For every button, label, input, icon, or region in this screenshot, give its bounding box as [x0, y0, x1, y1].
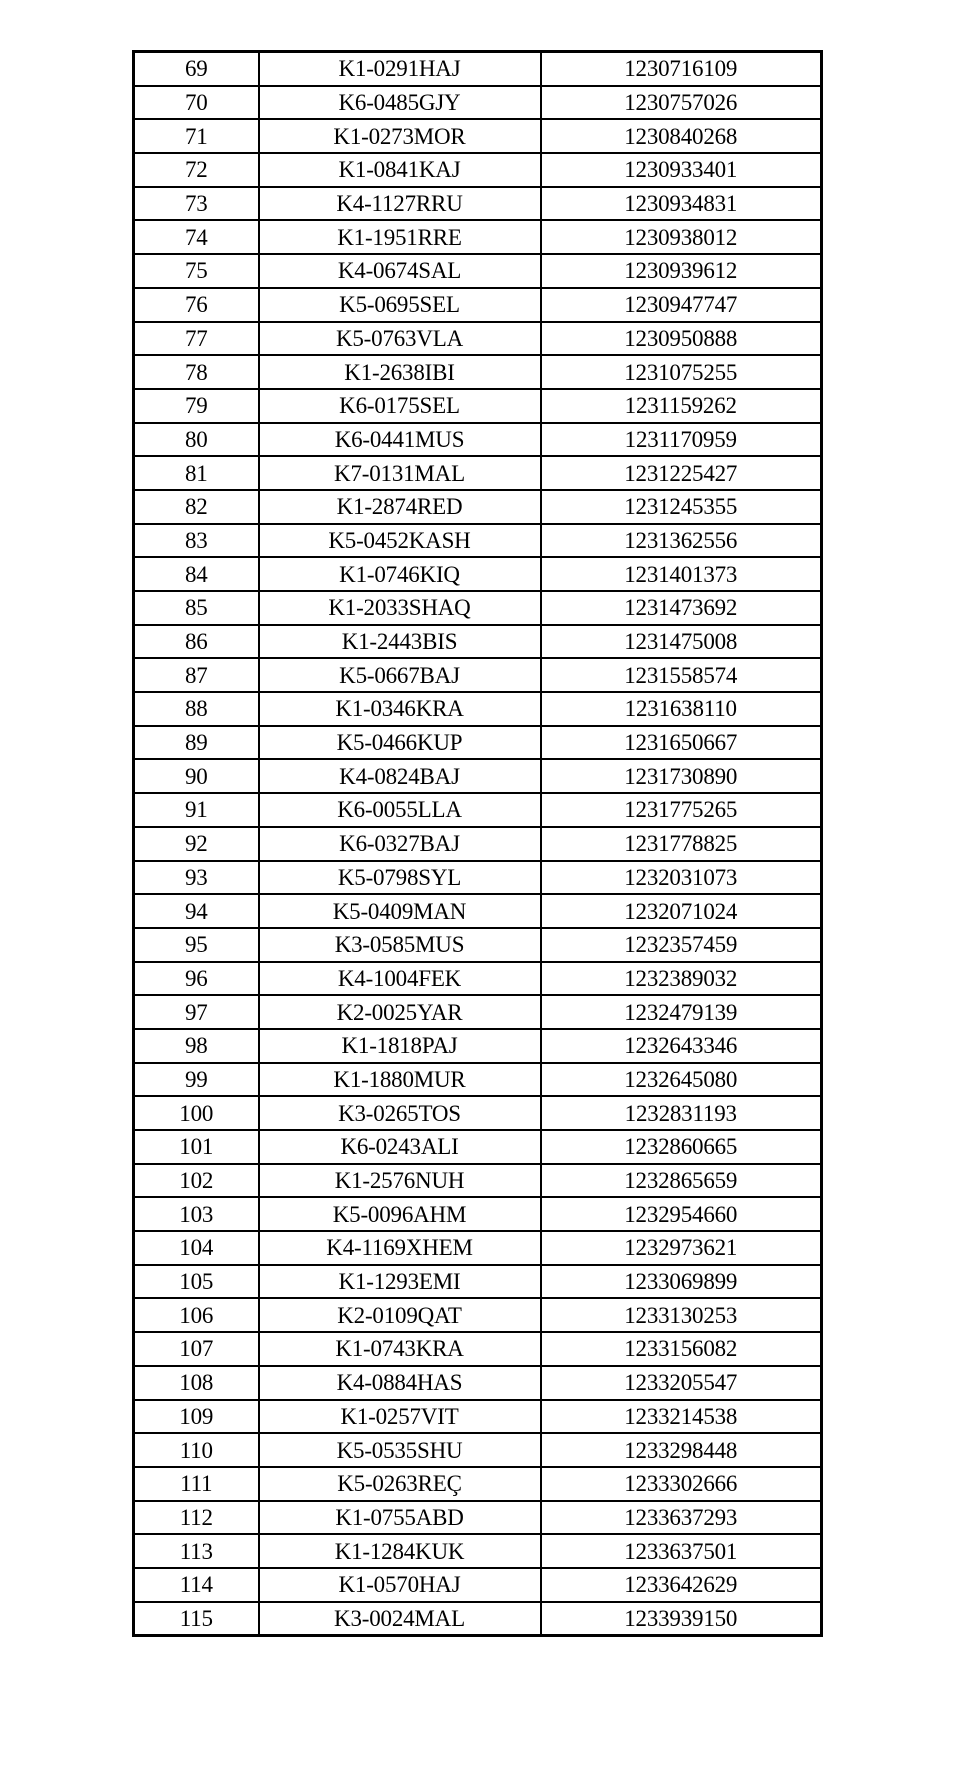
- table-row: [134, 759, 822, 793]
- id-number-cell: 1231159262: [541, 389, 822, 423]
- code-cell: K1-0257VIT: [259, 1400, 541, 1434]
- code-cell: K5-0263REÇ: [259, 1467, 541, 1501]
- id-number-cell: 1232645080: [541, 1063, 822, 1097]
- table-row: [134, 1332, 822, 1366]
- table-row: [134, 322, 822, 356]
- id-number-cell: 1231638110: [541, 692, 822, 726]
- id-number-cell: 1230757026: [541, 86, 822, 120]
- table-row: [134, 1534, 822, 1568]
- table-row: [134, 1096, 822, 1130]
- table-row: [134, 827, 822, 861]
- table-row: [134, 220, 822, 254]
- table-row: [134, 1197, 822, 1231]
- code-cell: K1-2638IBI: [259, 355, 541, 389]
- table-row: [134, 389, 822, 423]
- code-cell: K1-0755ABD: [259, 1501, 541, 1535]
- table-row: [134, 52, 822, 86]
- row-number-cell: 100: [134, 1096, 259, 1130]
- row-number-cell: 75: [134, 254, 259, 288]
- id-number-cell: 1233637501: [541, 1534, 822, 1568]
- code-cell: K1-1951RRE: [259, 220, 541, 254]
- code-cell: K5-0798SYL: [259, 861, 541, 895]
- id-number-cell: 1231245355: [541, 490, 822, 524]
- row-number-cell: 91: [134, 793, 259, 827]
- table-row: [134, 1130, 822, 1164]
- id-number-cell: 1233069899: [541, 1265, 822, 1299]
- id-number-cell: 1231362556: [541, 524, 822, 558]
- table-row: [134, 557, 822, 591]
- row-number-cell: 107: [134, 1332, 259, 1366]
- code-cell: K4-0884HAS: [259, 1366, 541, 1400]
- table-row: [134, 355, 822, 389]
- row-number-cell: 84: [134, 557, 259, 591]
- code-cell: K1-0291HAJ: [259, 52, 541, 86]
- table-row: [134, 1231, 822, 1265]
- table-row: [134, 1467, 822, 1501]
- row-number-cell: 104: [134, 1231, 259, 1265]
- row-number-cell: 87: [134, 658, 259, 692]
- row-number-cell: 96: [134, 962, 259, 996]
- table-row: [134, 153, 822, 187]
- code-cell: K7-0131MAL: [259, 456, 541, 490]
- code-cell: K6-0175SEL: [259, 389, 541, 423]
- id-number-cell: 1230950888: [541, 322, 822, 356]
- code-cell: K1-0841KAJ: [259, 153, 541, 187]
- row-number-cell: 80: [134, 423, 259, 457]
- id-number-cell: 1233214538: [541, 1400, 822, 1434]
- code-cell: K2-0025YAR: [259, 995, 541, 1029]
- table-row: [134, 1298, 822, 1332]
- id-number-cell: 1233298448: [541, 1433, 822, 1467]
- table-row: [134, 288, 822, 322]
- table-row: [134, 254, 822, 288]
- row-number-cell: 90: [134, 759, 259, 793]
- id-number-cell: 1231778825: [541, 827, 822, 861]
- id-number-cell: 1230840268: [541, 119, 822, 153]
- code-cell: K1-2443BIS: [259, 625, 541, 659]
- code-cell: K5-0695SEL: [259, 288, 541, 322]
- id-number-cell: 1230716109: [541, 52, 822, 86]
- table-body: [134, 52, 822, 1636]
- id-number-cell: 1232357459: [541, 928, 822, 962]
- table-row: [134, 861, 822, 895]
- data-table: [132, 50, 823, 1637]
- row-number-cell: 78: [134, 355, 259, 389]
- table-row: [134, 962, 822, 996]
- id-number-cell: 1230947747: [541, 288, 822, 322]
- row-number-cell: 74: [134, 220, 259, 254]
- table-row: [134, 524, 822, 558]
- table-row: [134, 1265, 822, 1299]
- row-number-cell: 86: [134, 625, 259, 659]
- row-number-cell: 85: [134, 591, 259, 625]
- row-number-cell: 69: [134, 52, 259, 86]
- id-number-cell: 1232865659: [541, 1164, 822, 1198]
- row-number-cell: 93: [134, 861, 259, 895]
- row-number-cell: 77: [134, 322, 259, 356]
- table-row: [134, 1501, 822, 1535]
- row-number-cell: 79: [134, 389, 259, 423]
- code-cell: K1-0743KRA: [259, 1332, 541, 1366]
- code-cell: K1-2576NUH: [259, 1164, 541, 1198]
- table-row: [134, 423, 822, 457]
- row-number-cell: 101: [134, 1130, 259, 1164]
- row-number-cell: 108: [134, 1366, 259, 1400]
- code-cell: K4-0824BAJ: [259, 759, 541, 793]
- row-number-cell: 112: [134, 1501, 259, 1535]
- id-number-cell: 1231558574: [541, 658, 822, 692]
- table-row: [134, 1400, 822, 1434]
- code-cell: K4-1004FEK: [259, 962, 541, 996]
- id-number-cell: 1233130253: [541, 1298, 822, 1332]
- code-cell: K3-0024MAL: [259, 1602, 541, 1636]
- table-row: [134, 1029, 822, 1063]
- id-number-cell: 1232831193: [541, 1096, 822, 1130]
- row-number-cell: 88: [134, 692, 259, 726]
- code-cell: K1-1284KUK: [259, 1534, 541, 1568]
- code-cell: K6-0243ALI: [259, 1130, 541, 1164]
- row-number-cell: 70: [134, 86, 259, 120]
- table-row: [134, 187, 822, 221]
- code-cell: K5-0535SHU: [259, 1433, 541, 1467]
- code-cell: K5-0452KASH: [259, 524, 541, 558]
- row-number-cell: 94: [134, 894, 259, 928]
- code-cell: K4-1169XHEM: [259, 1231, 541, 1265]
- id-number-cell: 1231775265: [541, 793, 822, 827]
- table-row: [134, 692, 822, 726]
- id-number-cell: 1231225427: [541, 456, 822, 490]
- id-number-cell: 1232479139: [541, 995, 822, 1029]
- id-number-cell: 1233205547: [541, 1366, 822, 1400]
- code-cell: K1-0746KIQ: [259, 557, 541, 591]
- id-number-cell: 1232643346: [541, 1029, 822, 1063]
- row-number-cell: 106: [134, 1298, 259, 1332]
- table-row: [134, 1063, 822, 1097]
- id-number-cell: 1232031073: [541, 861, 822, 895]
- id-number-cell: 1232389032: [541, 962, 822, 996]
- table-row: [134, 726, 822, 760]
- row-number-cell: 99: [134, 1063, 259, 1097]
- row-number-cell: 110: [134, 1433, 259, 1467]
- id-number-cell: 1231650667: [541, 726, 822, 760]
- code-cell: K4-0674SAL: [259, 254, 541, 288]
- id-number-cell: 1230934831: [541, 187, 822, 221]
- id-number-cell: 1230939612: [541, 254, 822, 288]
- row-number-cell: 97: [134, 995, 259, 1029]
- code-cell: K1-0346KRA: [259, 692, 541, 726]
- row-number-cell: 81: [134, 456, 259, 490]
- id-number-cell: 1233302666: [541, 1467, 822, 1501]
- table-row: [134, 1568, 822, 1602]
- row-number-cell: 98: [134, 1029, 259, 1063]
- row-number-cell: 113: [134, 1534, 259, 1568]
- id-number-cell: 1230933401: [541, 153, 822, 187]
- code-cell: K5-0667BAJ: [259, 658, 541, 692]
- row-number-cell: 115: [134, 1602, 259, 1636]
- table-row: [134, 928, 822, 962]
- code-cell: K1-2033SHAQ: [259, 591, 541, 625]
- table-row: [134, 490, 822, 524]
- row-number-cell: 111: [134, 1467, 259, 1501]
- id-number-cell: 1233637293: [541, 1501, 822, 1535]
- code-cell: K6-0485GJY: [259, 86, 541, 120]
- table-row: [134, 119, 822, 153]
- code-cell: K1-2874RED: [259, 490, 541, 524]
- row-number-cell: 103: [134, 1197, 259, 1231]
- table-row: [134, 658, 822, 692]
- code-cell: K6-0441MUS: [259, 423, 541, 457]
- row-number-cell: 95: [134, 928, 259, 962]
- row-number-cell: 109: [134, 1400, 259, 1434]
- id-number-cell: 1233642629: [541, 1568, 822, 1602]
- code-cell: K1-0570HAJ: [259, 1568, 541, 1602]
- row-number-cell: 73: [134, 187, 259, 221]
- table-row: [134, 1164, 822, 1198]
- id-number-cell: 1231730890: [541, 759, 822, 793]
- code-cell: K5-0096AHM: [259, 1197, 541, 1231]
- row-number-cell: 105: [134, 1265, 259, 1299]
- table-row: [134, 995, 822, 1029]
- code-cell: K1-0273MOR: [259, 119, 541, 153]
- row-number-cell: 114: [134, 1568, 259, 1602]
- code-cell: K4-1127RRU: [259, 187, 541, 221]
- code-cell: K5-0763VLA: [259, 322, 541, 356]
- table-row: [134, 591, 822, 625]
- id-number-cell: 1233939150: [541, 1602, 822, 1636]
- code-cell: K6-0055LLA: [259, 793, 541, 827]
- row-number-cell: 102: [134, 1164, 259, 1198]
- code-cell: K3-0265TOS: [259, 1096, 541, 1130]
- code-cell: K1-1293EMI: [259, 1265, 541, 1299]
- id-number-cell: 1231075255: [541, 355, 822, 389]
- row-number-cell: 76: [134, 288, 259, 322]
- code-cell: K6-0327BAJ: [259, 827, 541, 861]
- code-cell: K2-0109QAT: [259, 1298, 541, 1332]
- id-number-cell: 1231473692: [541, 591, 822, 625]
- table-row: [134, 1366, 822, 1400]
- table-row: [134, 625, 822, 659]
- id-number-cell: 1232954660: [541, 1197, 822, 1231]
- code-cell: K1-1880MUR: [259, 1063, 541, 1097]
- code-cell: K5-0409MAN: [259, 894, 541, 928]
- row-number-cell: 83: [134, 524, 259, 558]
- code-cell: K3-0585MUS: [259, 928, 541, 962]
- row-number-cell: 82: [134, 490, 259, 524]
- table-row: [134, 894, 822, 928]
- id-number-cell: 1233156082: [541, 1332, 822, 1366]
- table-row: [134, 1602, 822, 1636]
- row-number-cell: 71: [134, 119, 259, 153]
- id-number-cell: 1232071024: [541, 894, 822, 928]
- table-row: [134, 1433, 822, 1467]
- table-row: [134, 456, 822, 490]
- id-number-cell: 1231475008: [541, 625, 822, 659]
- id-number-cell: 1231401373: [541, 557, 822, 591]
- code-cell: K5-0466KUP: [259, 726, 541, 760]
- id-number-cell: 1232860665: [541, 1130, 822, 1164]
- code-cell: K1-1818PAJ: [259, 1029, 541, 1063]
- id-number-cell: 1230938012: [541, 220, 822, 254]
- row-number-cell: 92: [134, 827, 259, 861]
- id-number-cell: 1231170959: [541, 423, 822, 457]
- row-number-cell: 89: [134, 726, 259, 760]
- table-row: [134, 86, 822, 120]
- id-number-cell: 1232973621: [541, 1231, 822, 1265]
- row-number-cell: 72: [134, 153, 259, 187]
- table-row: [134, 793, 822, 827]
